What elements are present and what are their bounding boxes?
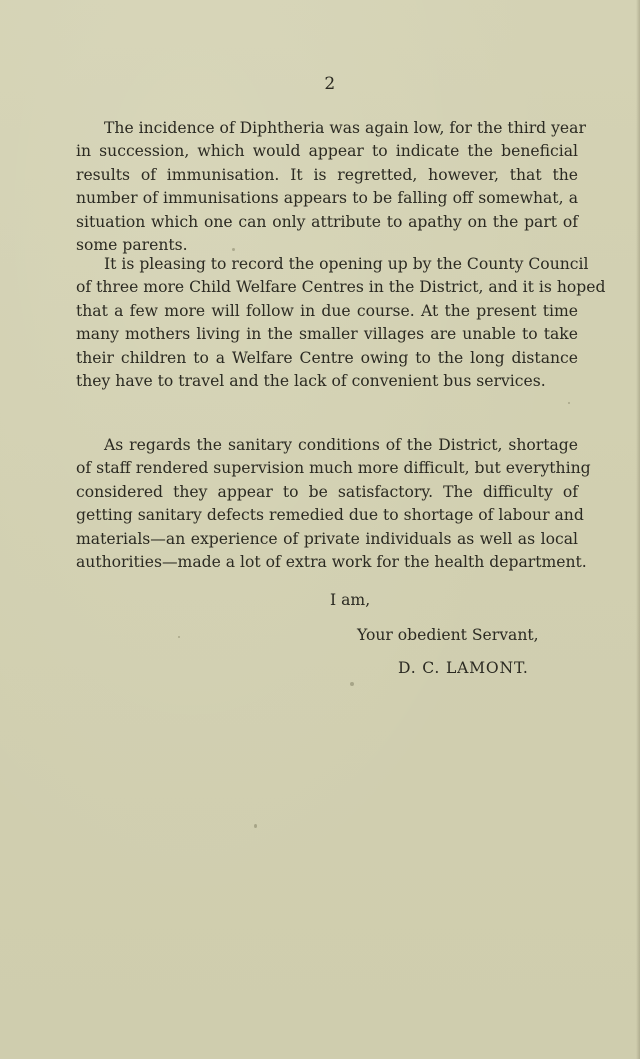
paragraph-line: results of immunisation. It is regretted, however, that the xyxy=(76,165,578,184)
paragraph-line: The incidence of Diphtheria was again low, for the third year xyxy=(104,119,586,137)
signature-name: D. C. LAMONT. xyxy=(398,659,529,677)
paragraph-line: As regards the sanitary conditions of the District, shortage xyxy=(104,436,578,454)
paragraph-line: they have to travel and the lack of convenient bus services. xyxy=(76,372,546,391)
page-edge-shadow xyxy=(636,0,640,1059)
paragraph-line: getting sanitary defects remedied due to shortage of labour and xyxy=(76,506,584,525)
paragraph-line: materials—an experience of private individuals as well as local xyxy=(76,529,578,548)
paper-speck xyxy=(350,682,354,686)
paragraph-line: of staff rendered supervision much more difficult, but everything xyxy=(76,459,591,478)
paragraph-line: considered they appear to be satisfactory. The difficulty of xyxy=(76,482,578,501)
paper-speck xyxy=(568,402,570,404)
paragraph-line: many mothers living in the smaller villages are unable to take xyxy=(76,325,578,344)
paper-speck xyxy=(232,248,235,251)
paragraph-diphtheria xyxy=(76,117,586,257)
paragraph-line: It is pleasing to record the opening up by the County Council xyxy=(104,255,589,273)
paragraph-welfare-centres xyxy=(76,253,606,393)
paragraph-line: number of immunisations appears to be falling off somewhat, a xyxy=(76,189,578,208)
paragraph-line: in succession, which would appear to indicate the beneficial xyxy=(76,142,578,161)
closing-obedient-servant: Your obedient Servant, xyxy=(357,626,539,644)
paragraph-line: situation which one can only attribute to apathy on the part of xyxy=(76,212,578,231)
paragraph-line: their children to a Welfare Centre owing to the long distance xyxy=(76,348,578,367)
paragraph-line: some parents. xyxy=(76,236,188,255)
page-number: 2 xyxy=(324,74,336,94)
paragraph-line: authorities—made a lot of extra work for the health department. xyxy=(76,553,587,572)
paragraph-sanitary-conditions xyxy=(76,434,591,574)
paragraph-line: of three more Child Welfare Centres in the District, and it is hoped xyxy=(76,278,606,297)
paper-speck xyxy=(254,824,257,828)
paper-speck xyxy=(178,636,180,638)
closing-i-am: I am, xyxy=(330,591,371,609)
paragraph-line: that a few more will follow in due course. At the present time xyxy=(76,301,578,320)
